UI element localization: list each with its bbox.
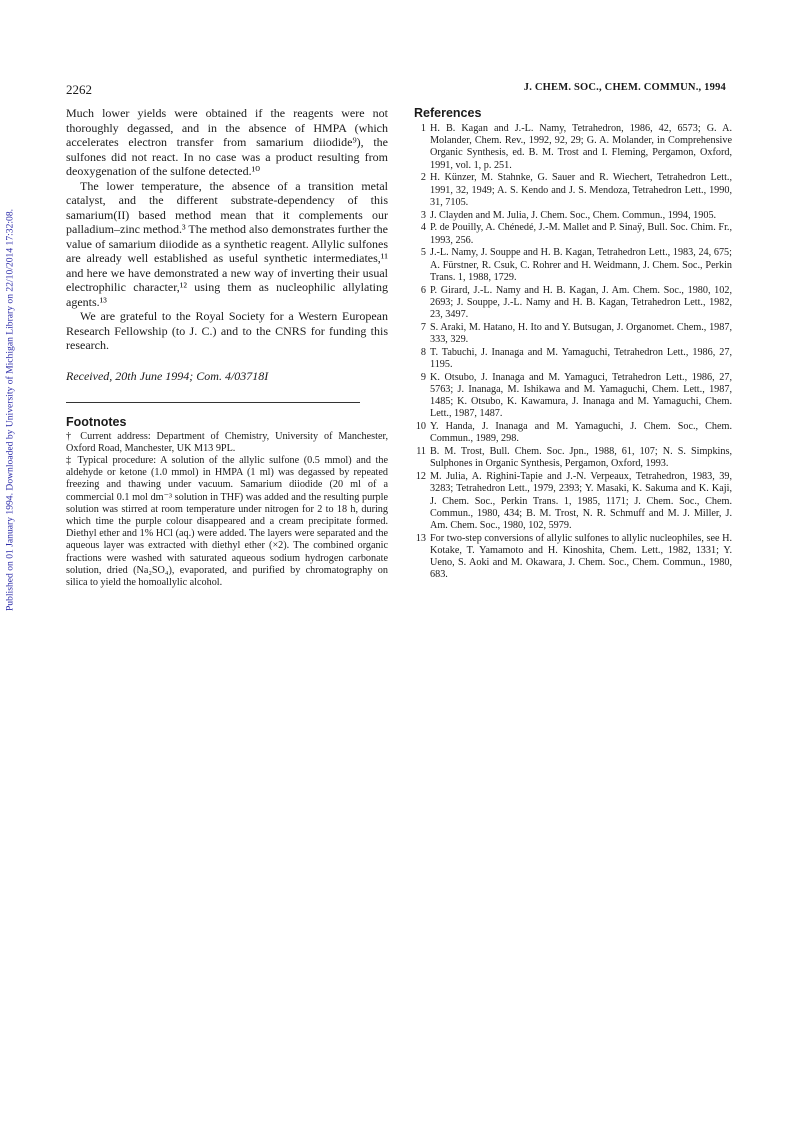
acknowledgement-paragraph: We are grateful to the Royal Society for a Western European Research Fellowship (to J. C.) and to the CNRS for funding this research. (66, 309, 388, 352)
download-watermark (0, 130, 20, 690)
reference-number: 1 (420, 123, 426, 134)
reference-text: Y. Handa, J. Inanaga and M. Yamaguchi, J. Chem. Soc., Chem. Commun., 1989, 298. (430, 421, 732, 445)
reference-text: B. M. Trost, Bull. Chem. Soc. Jpn., 1988, 61, 107; N. S. Simpkins, Sulphones in Organic Synthesis, Pergamon, Oxford, 1993. (430, 446, 732, 470)
reference-number: 4 (420, 222, 426, 234)
reference-item (414, 471, 732, 532)
reference-item (414, 372, 732, 421)
reference-number: 10 (415, 421, 426, 433)
reference-text: T. Tabuchi, J. Inanaga and M. Yamaguchi, Tetrahedron Lett., 1986, 27, 1195. (430, 346, 732, 371)
reference-text: H. Künzer, M. Stahnke, G. Sauer and R. Wiechert, Tetrahedron Lett., 1991, 32, 1949; A. S. Kendo and J. S. Mendoza, Tetrahedron Lett., 1990, 31, 7105. (430, 172, 732, 208)
reference-item (414, 172, 732, 209)
reference-number: 2 (420, 172, 426, 184)
reference-text: J. Clayden and M. Julia, J. Chem. Soc., Chem. Commun., 1994, 1905. (430, 209, 717, 221)
body-paragraph: Much lower yields were obtained if the reagents were not thoroughly degassed, and in the absence of HMPA (which accelerates electron transfer from samarium diiodide⁹), the sulfones did not react. In no case was a product resulting from deoxygenation of the sulfone detected.¹⁰ (66, 106, 388, 178)
footnotes-heading: Footnotes (66, 414, 127, 429)
reference-item (414, 347, 732, 371)
page-header (66, 82, 726, 102)
reference-number: 7 (420, 321, 426, 333)
reference-item (414, 210, 732, 222)
reference-item (414, 247, 732, 284)
references-heading: References (414, 106, 482, 120)
reference-text: For two-step conversions of allylic sulfones to allylic nucleophiles, see H. Kotake, T. Yamamoto and H. Kinoshita, Chem. Lett., 1982, 1331; Y. Ueno, S. Aoki and M. Okawara, J. Chem. Soc., Chem. Commun., 1980, 683. (430, 532, 732, 581)
journal-running-title: J. CHEM. SOC., CHEM. COMMUN., 1994 (523, 82, 726, 93)
reference-text: P. Girard, J.-L. Namy and H. B. Kagan, J. Am. Chem. Soc., 1980, 102, 2693; J. Souppe, J.-L. Namy and H. B. Kagan, Tetrahedron Lett., 1982, 23, 3497. (430, 284, 732, 321)
reference-item (414, 533, 732, 582)
reference-number: 11 (416, 446, 426, 458)
reference-item (414, 446, 732, 470)
received-date: Received, 20th June 1994; Com. 4/03718I (66, 368, 269, 383)
reference-number: 13 (415, 532, 426, 544)
reference-item (414, 421, 732, 445)
section-divider (66, 402, 360, 403)
reference-text: K. Otsubo, J. Inanaga and M. Yamaguci, Tetrahedron Lett., 1986, 27, 5763; J. Inanaga, M. Ishikawa and M. Yamaguchi, Chem. Lett., 1987, 1485; K. Otsubo, K. Kawamura, J. Inanaga and M. Yamaguchi, Chem. Lett., 1987, 1487. (430, 371, 732, 420)
reference-text: M. Julia, A. Righini-Tapie and J.-N. Verpeaux, Tetrahedron, 1983, 39, 3283; Tetrahedron Lett., 1979, 2393; Y. Masaki, K. Sakuma and K. Kaji, J. Chem. Soc., Perkin Trans. 1, 1985, 1171; J. Chem. Soc., Chem. Commun., 1980, 434; B. M. Trost, N. R. Schmuff and M. J. Miller, J. Am. Chem. Soc., 1980, 102, 5979. (430, 471, 732, 532)
reference-text: H. B. Kagan and J.-L. Namy, Tetrahedron, 1986, 42, 6573; G. A. Molander, Chem. Rev., 1992, 92, 29; G. A. Molander, in Comprehensive Organic Synthesis, ed. B. M. Trost and I. Fleming, Pergamon, Oxford, 1991, vol. 1, p. 251. (430, 123, 732, 171)
reference-number: 3 (420, 209, 426, 221)
reference-item (414, 123, 732, 172)
reference-item (414, 285, 732, 322)
reference-text: S. Araki, M. Hatano, H. Ito and Y. Butsugan, J. Organomet. Chem., 1987, 333, 329. (430, 321, 732, 346)
page-number: 2262 (66, 82, 92, 97)
reference-item (414, 322, 732, 346)
right-column (414, 106, 732, 582)
reference-number: 6 (420, 284, 426, 296)
reference-text: P. de Pouilly, A. Chénedé, J.-M. Mallet and P. Sinaÿ, Bull. Soc. Chim. Fr., 1993, 256. (430, 222, 732, 246)
footnote: † Current address: Department of Chemistry, University of Manchester, Oxford Road, Manchester, UK M13 9PL. (66, 430, 388, 454)
reference-list (414, 123, 732, 582)
reference-item (414, 222, 732, 246)
footnote: ‡ Typical procedure: A solution of the allylic sulfone (0.5 mmol) and the aldehyde or ketone (1.0 mmol) in HMPA (1 ml) was degassed by repeated freezing and thawing under vacuum. Samarium diiodide (20 ml of a commercial 0.1 mol dm⁻³ solution in THF) was added and the resulting purple solution was stirred at room temperature under nitrogen for 2 to 18 h, during which time the purple colour disappeared and a cream precipitate formed. Diethyl ether and 1% HCl (aq.) were added. The layers were separated and the aqueous layer was extracted with diethyl ether (×2). The combined organic fractions were washed with saturated aqueous sodium hydrogen carbonate solution, dried (Na₂SO₄), evaporated, and purified by chromatography on silica to yield the homoallylic alcohol. (66, 454, 388, 588)
reference-number: 5 (420, 247, 426, 259)
reference-number: 9 (420, 371, 426, 383)
reference-text: J.-L. Namy, J. Souppe and H. B. Kagan, Tetrahedron Lett., 1983, 24, 675; A. Fürstner, R. Csuk, C. Rohrer and H. Weidmann, J. Chem. Soc., Perkin Trans. 1, 1988, 1729. (430, 247, 732, 283)
left-column (66, 106, 388, 589)
reference-number: 12 (415, 471, 426, 483)
reference-number: 8 (420, 346, 426, 358)
watermark-text: Published on 01 January 1994. Downloaded by University of Michigan Library on 22/10/2014 17:32:08. (4, 208, 16, 612)
body-paragraph: The lower temperature, the absence of a transition metal catalyst, and the different substrate-dependency of this samarium(II) based method mean that it complements our palladium–zinc method.³ The method also demonstrates further the value of samarium diiodide as a synthetic reagent. Allylic sulfones are already well established as useful synthetic intermediates,¹¹ and here we have demonstrated a new way of inverting their usual electrophilic character,¹² using them as nucleophilic allylating agents.¹³ (66, 178, 388, 309)
